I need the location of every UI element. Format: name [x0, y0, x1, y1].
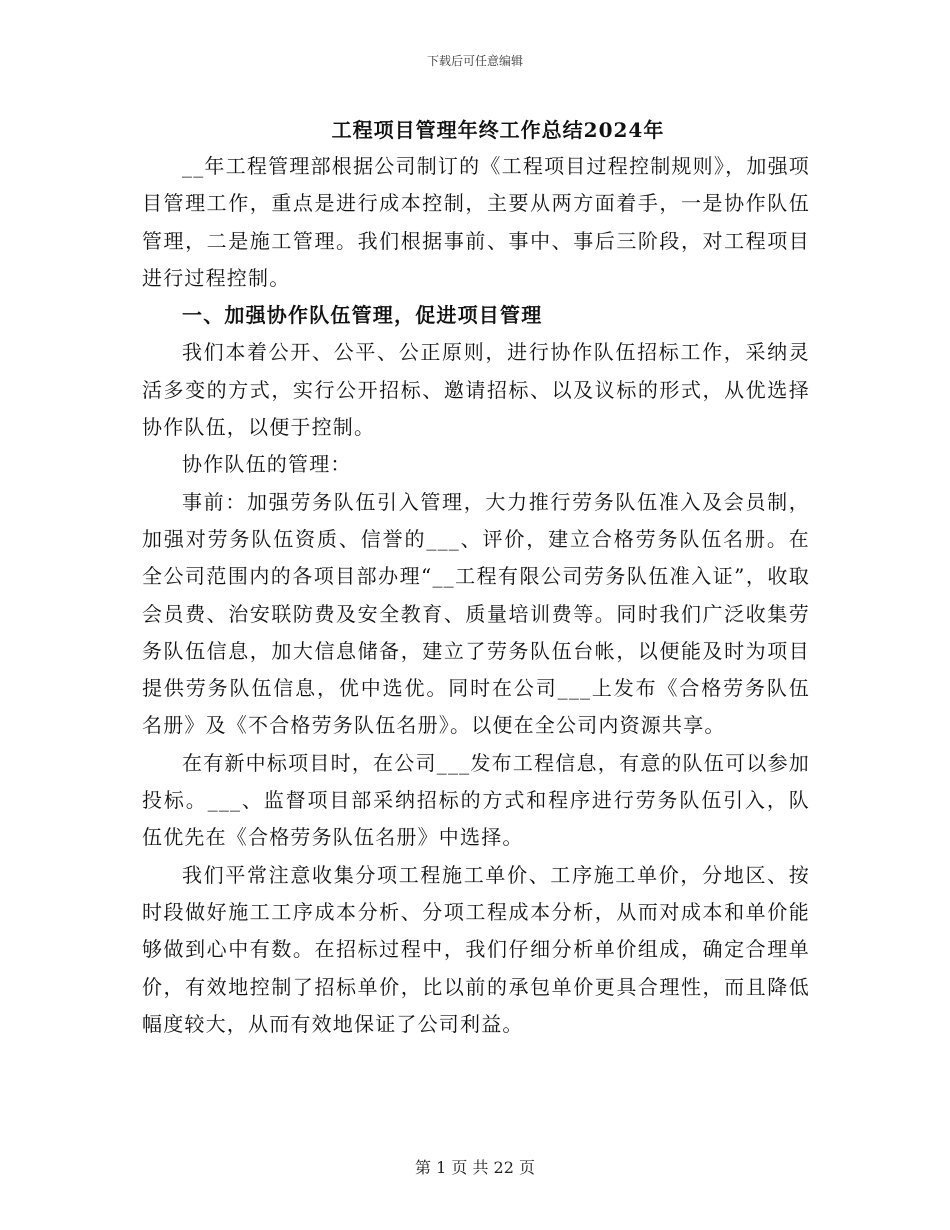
document-body	[142, 148, 810, 1043]
page-number: 第 1 页 共 22 页	[415, 1158, 535, 1177]
header-note: 下载后可任意编辑	[426, 54, 523, 68]
paragraph-team-management-label: 协作队伍的管理：	[182, 452, 352, 477]
document-title: 工程项目管理年终工作总结2024年	[331, 118, 665, 142]
paragraph-bidding: 我们本着公开、公平、公正原则，进行协作队伍招标工作，采纳灵活多变的方式，实行公开招标、邀请招标、以及议标的形式，从优选择协作队伍，以便于控制。	[142, 340, 810, 440]
paragraph-new-projects: 在有新中标项目时，在公司___发布工程信息，有意的队伍可以参加投标。___、监督项目部采纳招标的方式和程序进行劳务队伍引入，队伍优先在《合格劳务队伍名册》中选择。	[142, 750, 810, 850]
paragraph-cost-analysis: 我们平常注意收集分项工程施工单价、工序施工单价，分地区、按时段做好施工工序成本分析、分项工程成本分析，从而对成本和单价能够做到心中有数。在招标过程中，我们仔细分析单价组成，确定合理单价，有效地控制了招标单价，比以前的承包单价更具合理性，而且降低幅度较大，从而有效地保证了公司利益。	[142, 862, 810, 1036]
paragraph-pre-stage: 事前：加强劳务队伍引入管理，大力推行劳务队伍准入及会员制，加强对劳务队伍资质、信誉的___、评价，建立合格劳务队伍名册。在全公司范围内的各项目部办理“__工程有限公司劳务队伍准入证”，收取会员费、治安联防费及安全教育、质量培训费等。同时我们广泛收集劳务队伍信息，加大信息储备，建立了劳务队伍台帐，以便能及时为项目提供劳务队伍信息，优中选优。同时在公司___上发布《合格劳务队伍名册》及《不合格劳务队伍名册》。以便在全公司内资源共享。	[142, 489, 810, 738]
section-heading: 一、加强协作队伍管理，促进项目管理	[182, 303, 543, 328]
paragraph-intro: __年工程管理部根据公司制订的《工程项目过程控制规则》，加强项目管理工作，重点是进行成本控制，主要从两方面着手，一是协作队伍管理，二是施工管理。我们根据事前、事中、事后三阶段，对工程项目进行过程控制。	[142, 154, 810, 290]
